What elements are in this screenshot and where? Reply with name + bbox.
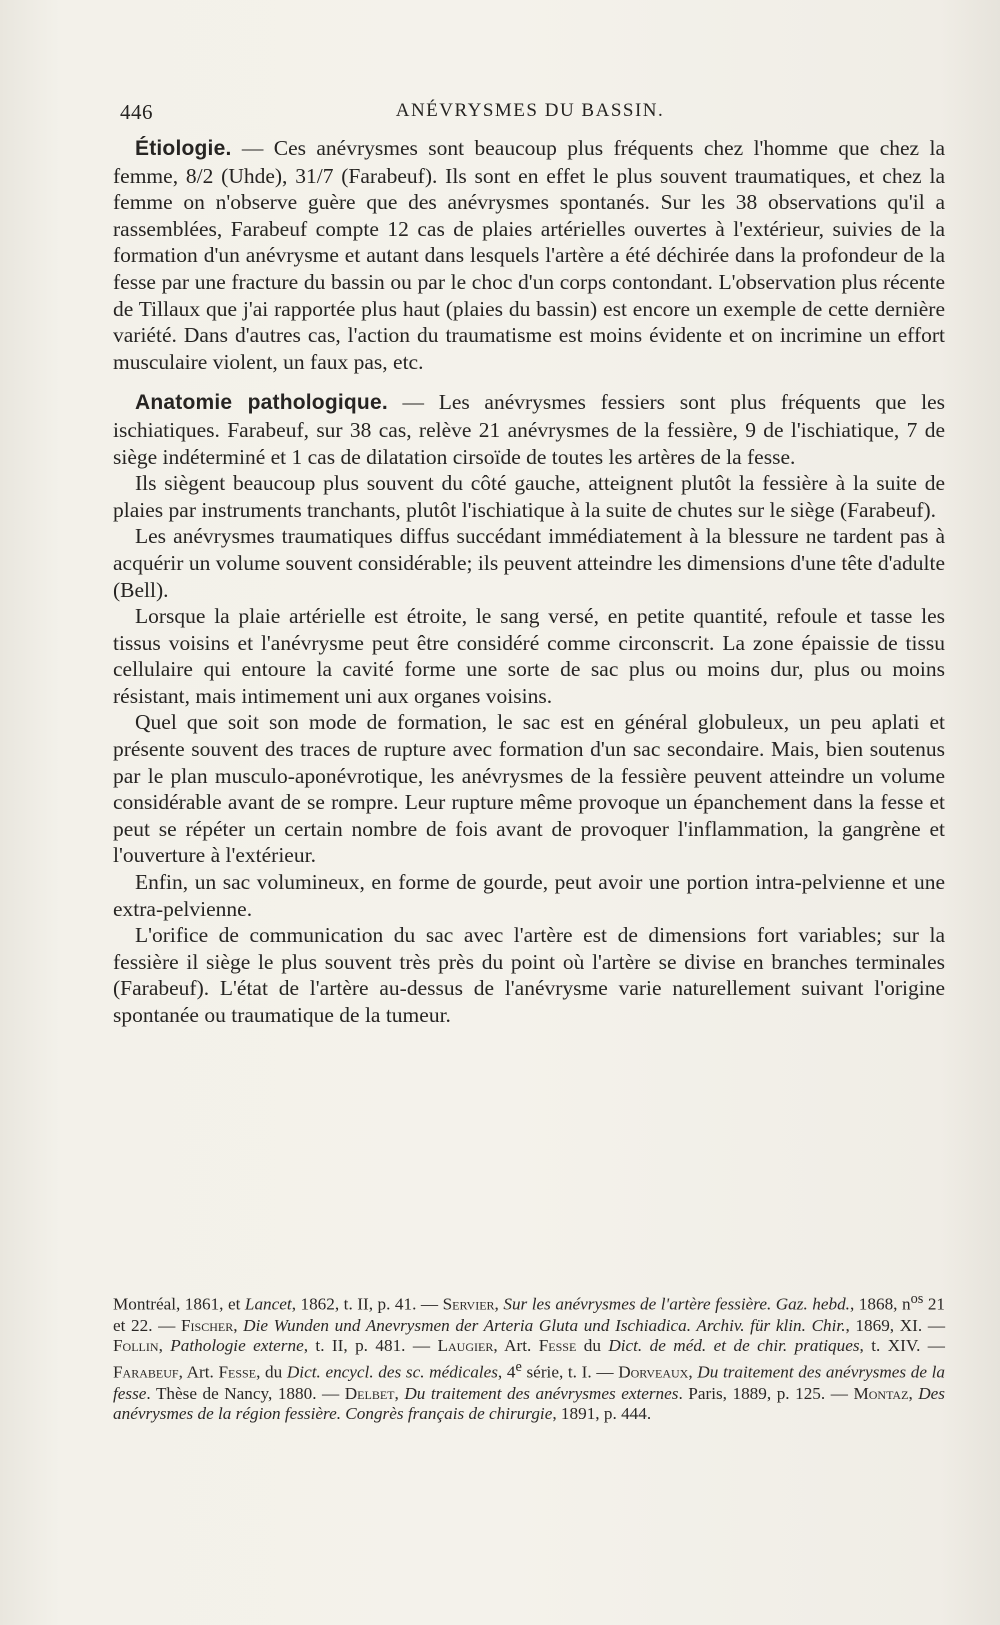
author-laugier: Laugier [437,1336,494,1356]
section-heading-anatomie: Anatomie pathologique. [135,391,388,415]
anatomie-paragraph-7: L'orifice de communication du sac avec l'artère est de dimensions fort variables; sur la fessière il siège le plus souvent très près du point où l'artère se divise en branches terminales (Farabeuf). L'état de l'artère au-dessus de l'anévrysme varie naturellement suivant l'origine spontanée ou traumatique de la tumeur. [113,923,945,1027]
page-number: 446 [120,100,153,124]
author-fischer: Fischer [181,1315,234,1335]
bibliography-footnote: Montréal, 1861, et Lancet, 1862, t. II, p. 41. — Servier, Sur les anévrysmes de l'artère fessière. Gaz. hebd., 1868, $n^{os}$ 21 et 22. — Fischer, Die Wunden und Anevrysmen der Arteria Gluta und Ischiadica. Archiv. für klin. Chir., 1869, XI. — Follin, Pathologie externe, t. II, p. 481. — Laugier, Art. Fesse du Dict. de méd. et de chir. pratiques, t. XIV. — Farabeuf, Art. Fesse, du Dict. encycl. des sc. médicales, 4e série, t. I. — Dorveaux, Du traitement des anévrysmes de la fesse. Thèse de Nancy, 1880. — Delbet, Du traitement des anévrysmes externes. Paris, 1889, p. 125. — Montaz, Des anévrysmes de la région fessière. Congrès français de chirurgie, 1891, p. 444. [113,1291,946,1424]
anatomie-paragraph-6: Enfin, un sac volumineux, en forme de gourde, peut avoir une portion intra-pelvienne et une extra-pelvienne. [113,870,945,921]
etiologie-paragraph [113,135,945,375]
etiologie-text: — Ces anévrysmes sont beaucoup plus fréquents chez l'homme que chez la femme, 8/2 (Uhde), 31/7 (Farabeuf). Ils sont en effet le plus souvent traumatiques, et chez la femme on n'observe guère que des anévrysmes spontanés. Sur les 38 observations qu'il a rassemblées, Farabeuf compte 12 cas de plaies artérielles ouvertes à l'extérieur, suivies de la formation d'un anévrysme et autant dans lesquels l'artère a été déchirée dans la profondeur de la fesse par une fracture du bassin ou par le choc d'un corps contondant. L'observation plus récente de Tillaux que j'ai rapportée plus haut (plaies du bassin) est encore un exemple de cette dernière variété. Dans d'autres cas, l'action du traumatisme est moins évidente et on incrimine un effort musculaire violent, un faux pas, etc. [113,136,945,374]
anatomie-paragraph-1 [113,389,945,470]
anatomie-paragraph-3: Les anévrysmes traumatiques diffus succédant immédiatement à la blessure ne tardent pas à acquérir un volume souvent considérable; ils peuvent atteindre les dimensions d'une tête d'adulte (Bell). [113,524,945,602]
author-montaz: Montaz [853,1383,909,1403]
section-heading-etiologie: Étiologie. [135,137,232,160]
author-farabeuf: Farabeuf [113,1362,179,1382]
body-text [113,135,945,1029]
anatomie-paragraph-4: Lorsque la plaie artérielle est étroite, le sang versé, en petite quantité, refoule et tasse les tissus voisins et l'anévrysme peut être considéré comme circonscrit. La zone épaissie de tissu cellulaire qui entoure la cavité forme une sorte de sac plus ou moins dur, plus ou moins résistant, mais intimement uni aux organes voisins. [113,604,945,708]
anatomie-paragraph-2: Ils siègent beaucoup plus souvent du côté gauche, atteignent plutôt la fessière à la suite de plaies par instruments tranchants, plutôt l'ischiatique à la suite de chutes sur le siège (Farabeuf). [113,471,945,522]
running-head [120,100,940,126]
anatomie-paragraph-5: Quel que soit son mode de formation, le sac est en général globuleux, un peu aplati et présente souvent des traces de rupture avec formation d'un sac secondaire. Mais, bien soutenus par le plan musculo-aponévrotique, les anévrysmes de la fessière peuvent atteindre un volume considérable avant de se rompre. Leur rupture même provoque un épanchement dans la fesse et peut se répéter un certain nombre de fois avant de provoquer l'inflammation, la gangrène et l'ouverture à l'extérieur. [113,710,945,868]
anatomie-text-1: — Les anévrysmes fessiers sont plus fréquents que les ischiatiques. Farabeuf, sur 38 cas, relève 21 anévrysmes de la fessière, 9 de l'ischiatique, 7 de siège indéterminé et 1 cas de dilatation cirsoïde de toutes les artères de la fesse. [113,390,945,469]
running-title: ANÉVRYSMES DU BASSIN. [395,100,665,121]
author-follin: Follin [113,1336,159,1356]
author-servier: Servier [442,1294,495,1314]
author-dorveaux: Dorveaux [618,1362,689,1382]
author-delbet: Delbet [344,1383,395,1403]
footnotes [113,1289,945,1425]
